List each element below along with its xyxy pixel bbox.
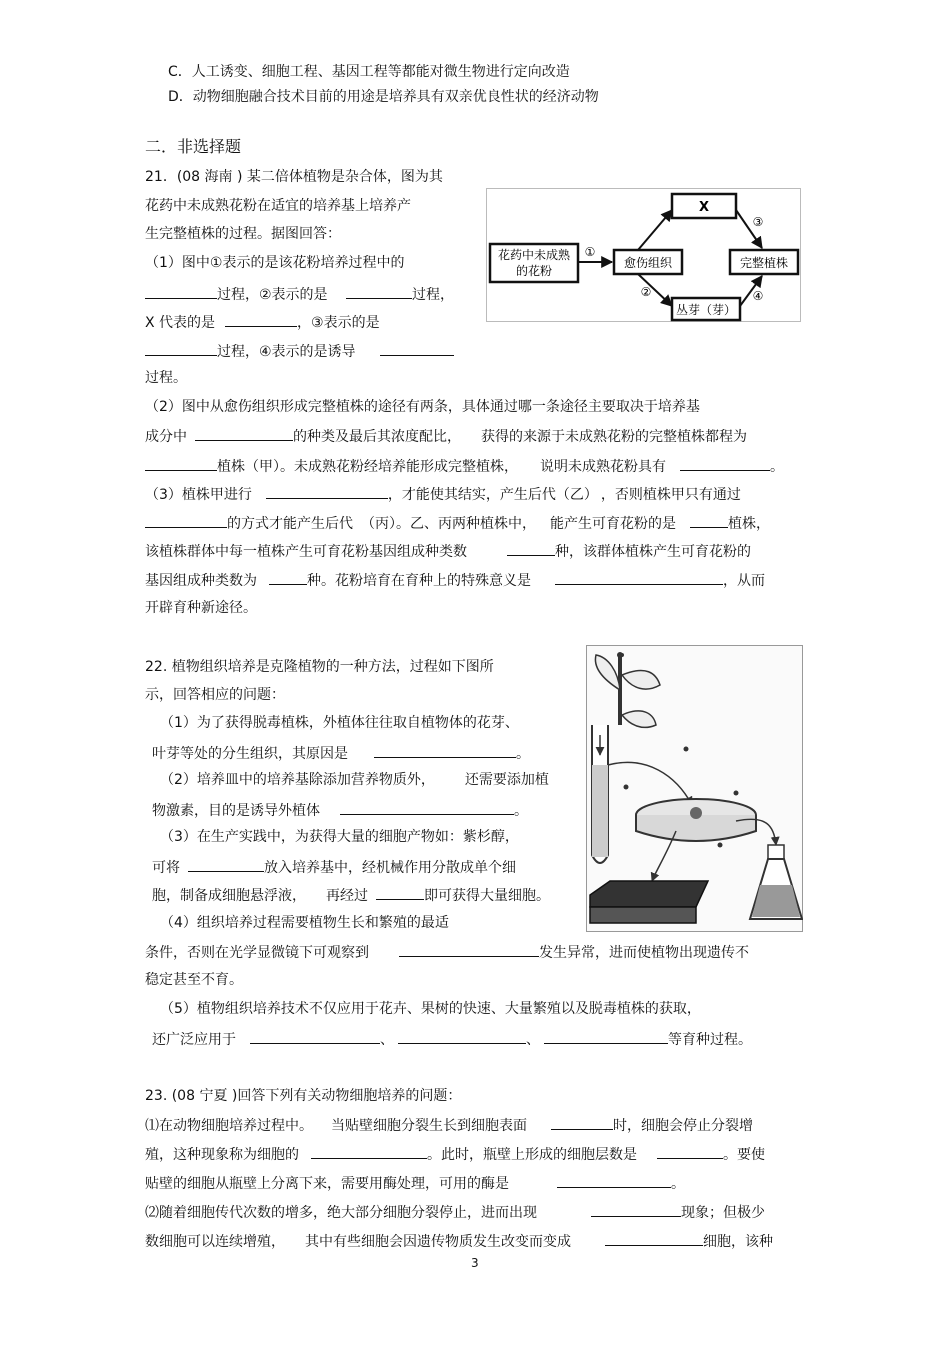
q23-line4: 贴壁的细胞从瓶壁上分离下来，需要用酶处理，可用的酶是 。 [145, 1172, 685, 1192]
node-x [672, 194, 736, 218]
q21-line7: 过程，④表示的是诱导 [145, 340, 454, 360]
answer-blank[interactable] [551, 1114, 613, 1130]
answer-blank[interactable] [376, 884, 424, 900]
marker-2: ② [640, 285, 652, 299]
q22-line10: （4）组织培养过程需要植物生长和繁殖的最适 [160, 915, 449, 931]
q22-line4: 叶芽等处的分生组织，其原因是 。 [152, 742, 530, 762]
q22-line12: 稳定甚至不育。 [145, 972, 243, 988]
q22-line6: 物激素，目的是诱导外植体 。 [152, 799, 528, 819]
node-callus [614, 250, 682, 274]
q22-line8: 可将 放入培养基中，经机械作用分散成单个细 [152, 856, 516, 876]
answer-blank[interactable] [557, 1172, 671, 1188]
q21-line5: 过程，②表示的是 过程， [145, 283, 454, 303]
option-d: D．动物细胞融合技术目前的用途是培养具有双亲优良性状的经济动物 [168, 89, 599, 105]
answer-blank[interactable] [380, 340, 454, 356]
q23-line1: 23. (08 宁夏 )回答下列有关动物细胞培养的问题： [145, 1088, 462, 1104]
q21-line8: 过程。 [145, 370, 187, 386]
svg-text:愈伤组织: 愈伤组织 [623, 256, 673, 270]
answer-blank[interactable] [145, 512, 227, 528]
q21-line12: （3）植株甲进行 ，才能使其结实，产生后代（乙） ，否则植株甲只有通过 [145, 483, 741, 503]
answer-blank[interactable] [195, 425, 293, 441]
q21-line16: 开辟育种新途径。 [145, 600, 257, 616]
node-shoot [672, 298, 740, 320]
answer-blank[interactable] [507, 540, 555, 556]
answer-blank[interactable] [399, 941, 539, 957]
svg-text:丛芽（芽）: 丛芽（芽） [675, 303, 737, 317]
q23-line5: ⑵随着细胞传代次数的增多，绝大部分细胞分裂停止，进而出现 现象；但极少 [145, 1201, 765, 1221]
answer-blank[interactable] [657, 1143, 723, 1159]
svg-text:的花粉: 的花粉 [515, 264, 553, 278]
q22-line5: （2）培养皿中的培养基除添加营养物质外， 还需要添加植 [160, 772, 549, 788]
answer-blank[interactable] [690, 512, 728, 528]
answer-blank[interactable] [311, 1143, 427, 1159]
q21-line2: 花药中未成熟花粉在适宜的培养基上培养产 [145, 198, 411, 214]
answer-blank[interactable] [225, 311, 297, 327]
test-tube [592, 725, 608, 863]
q21-line10: 成分中 的种类及最后其浓度配比， 获得的来源于未成熟花粉的完整植株都程为 [145, 425, 747, 445]
marker-4: ④ [752, 289, 764, 303]
arrow-to-x [638, 210, 672, 250]
section-title: 二．非选择题 [145, 137, 242, 156]
node-whole-plant [730, 250, 798, 274]
q22-line13: （5）植物组织培养技术不仅应用于花卉、果树的快速、大量繁殖以及脱毒植株的获取， [160, 1001, 701, 1017]
q22-tissue-culture-figure [586, 645, 803, 932]
q21-line15: 基因组成种类数为 种。花粉培育在育种上的特殊意义是 ，从而 [145, 569, 765, 589]
answer-blank[interactable] [145, 340, 217, 356]
q22-line14: 还广泛应用于 、 、 等育种过程。 [152, 1028, 752, 1048]
answer-blank[interactable] [346, 283, 412, 299]
q21-line13: 的方式才能产生后代 （丙）。乙、丙两种植株中， 能产生可育花粉的是 植株， [145, 512, 770, 532]
marker-3: ③ [752, 215, 764, 229]
q21-process-diagram [486, 188, 801, 322]
q22-line11: 条件，否则在光学显微镜下可观察到 发生异常，进而使植物出现遗传不 [145, 941, 749, 961]
seedling-tray [590, 881, 708, 923]
option-c: C．人工诱变、细胞工程、基因工程等都能对微生物进行定向改造 [168, 64, 570, 80]
q23-line6: 数细胞可以连续增殖， 其中有些细胞会因遗传物质发生改变而变成 细胞，该种 [145, 1230, 773, 1250]
q23-line2: ⑴在动物细胞培养过程中。 当贴壁细胞分裂生长到细胞表面 时，细胞会停止分裂增 [145, 1114, 753, 1134]
marker-1: ① [584, 245, 596, 259]
svg-text:花药中未成熟: 花药中未成熟 [497, 248, 571, 262]
q22-line9: 胞，制备成细胞悬浮液， 再经过 即可获得大量细胞。 [152, 884, 550, 904]
answer-blank[interactable] [266, 483, 388, 499]
q21-line11: 植株（甲）。未成熟花粉经培养能形成完整植株， 说明未成熟花粉具有 。 [145, 455, 784, 475]
q21-line1: 21．(08 海南 ) 某二倍体植物是杂合体，图为其 [145, 169, 443, 185]
q22-line2: 示，回答相应的问题： [145, 687, 285, 703]
q21-line4: （1）图中①表示的是该花粉培养过程中的 [145, 255, 405, 271]
q21-line9: （2）图中从愈伤组织形成完整植株的途径有两条，具体通过哪一条途径主要取决于培养基 [145, 399, 700, 415]
svg-text:X: X [698, 200, 710, 215]
answer-blank[interactable] [398, 1028, 526, 1044]
page-number: 3 [471, 1256, 479, 1270]
answer-blank[interactable] [145, 283, 217, 299]
answer-blank[interactable] [605, 1230, 703, 1246]
answer-blank[interactable] [269, 569, 307, 585]
answer-blank[interactable] [340, 799, 514, 815]
answer-blank[interactable] [250, 1028, 380, 1044]
q22-line7: （3）在生产实践中，为获得大量的细胞产物如：紫杉醇， [160, 829, 519, 845]
svg-text:完整植株: 完整植株 [739, 256, 789, 270]
answer-blank[interactable] [374, 742, 516, 758]
answer-blank[interactable] [680, 455, 770, 471]
answer-blank[interactable] [555, 569, 723, 585]
answer-blank[interactable] [544, 1028, 668, 1044]
q21-line6: X 代表的是 ，③表示的是 [145, 311, 380, 331]
q22-line3: （1）为了获得脱毒植株，外植体往往取自植物体的花芽、 [160, 715, 519, 731]
q23-line3: 殖，这种现象称为细胞的 。此时，瓶壁上形成的细胞层数是 。要使 [145, 1143, 765, 1163]
answer-blank[interactable] [591, 1201, 681, 1217]
q21-line3: 生完整植株的过程。据图回答： [145, 226, 341, 242]
answer-blank[interactable] [188, 856, 264, 872]
q21-line14: 该植株群体中每一植株产生可育花粉基因组成种类数 种，该群体植株产生可育花粉的 [145, 540, 751, 560]
q22-line1: 22. 植物组织培养是克隆植物的一种方法，过程如下图所 [145, 659, 494, 675]
node-immature-pollen [490, 244, 578, 282]
answer-blank[interactable] [145, 455, 217, 471]
